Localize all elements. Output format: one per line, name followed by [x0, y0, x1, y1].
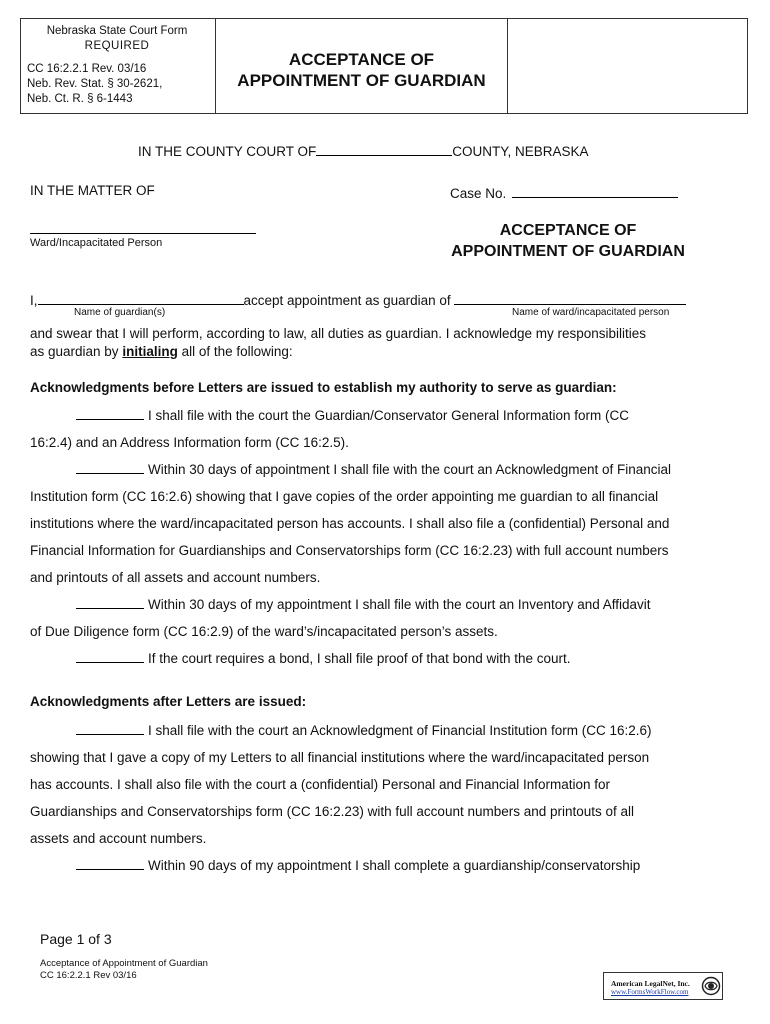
publisher-logo[interactable]	[603, 972, 723, 1000]
logo-company: American LegalNet, Inc.	[611, 979, 690, 988]
header-title-line1: ACCEPTANCE OF	[288, 50, 435, 69]
section1-item2-line5: and printouts of all assets and account numbers.	[30, 570, 321, 585]
item-text: I shall file with the court an Acknowledgment of Financial Institution form (CC 16:2.6)	[148, 723, 652, 738]
swear-line2-post: all of the following:	[181, 344, 293, 359]
item-text: I shall file with the court the Guardian/Conservator General Information form (CC	[148, 408, 629, 423]
section1-item2-line3: institutions where the ward/incapacitated person has accounts. I shall also file a (confidential) Personal and	[30, 516, 670, 531]
county-name-field[interactable]	[316, 141, 452, 156]
section2-item1-line5: assets and account numbers.	[30, 831, 207, 846]
case-number-field[interactable]	[512, 183, 678, 198]
initial-blank[interactable]	[76, 596, 144, 609]
initialing-emphasis: initialing	[122, 344, 178, 359]
form-info	[27, 24, 207, 107]
ward-label: Ward/Incapacitated Person	[30, 237, 163, 249]
court-suffix: COUNTY, NEBRASKA	[452, 144, 589, 159]
initial-blank[interactable]	[76, 407, 144, 420]
page-number: Page 1 of 3	[40, 931, 112, 947]
court-prefix: IN THE COUNTY COURT OF	[138, 144, 317, 159]
ward-name-field-2[interactable]	[454, 290, 686, 305]
initial-blank[interactable]	[76, 722, 144, 735]
globe-icon	[701, 976, 721, 996]
document-title-line2: APPOINTMENT OF GUARDIAN	[451, 243, 685, 260]
matter-label: IN THE MATTER OF	[30, 183, 155, 198]
initial-blank[interactable]	[76, 857, 144, 870]
header-divider	[507, 19, 508, 113]
swear-line1: and swear that I will perform, according to law, all duties as guardian. I acknowledge my responsibilities	[30, 326, 647, 341]
accept-text: accept appointment as guardian of	[243, 293, 451, 308]
initial-blank[interactable]	[76, 461, 144, 474]
footer-form-rev: CC 16:2.2.1 Rev 03/16	[40, 970, 137, 981]
statute-ref: Neb. Rev. Stat. § 30-2621,	[27, 78, 163, 90]
section2-item2-line1	[76, 857, 640, 875]
section2-item1-line3: has accounts. I shall also file with the court a (confidential) Personal and Financial Information for	[30, 777, 611, 792]
ward-name-caption: Name of ward/incapacitated person	[512, 307, 670, 318]
section1-item4-line1	[76, 650, 571, 668]
section1-item1-line2: 16:2.4) and an Address Information form (CC 16:2.5).	[30, 435, 349, 450]
section1-heading: Acknowledgments before Letters are issued to establish my authority to serve as guardian:	[30, 380, 617, 395]
initial-blank[interactable]	[76, 650, 144, 663]
section1-item3-line2: of Due Diligence form (CC 16:2.9) of the ward’s/incapacitated person’s assets.	[30, 624, 498, 639]
form-number: CC 16:2.2.1 Rev. 03/16	[27, 63, 147, 75]
case-number	[450, 183, 678, 202]
court-form-label: Nebraska State Court Form	[46, 25, 188, 37]
section1-item2-line4: Financial Information for Guardianships and Conservatorships form (CC 16:2.23) with full account numbers	[30, 543, 669, 558]
i-label: I,	[30, 293, 38, 308]
case-no-label: Case No.	[450, 186, 507, 201]
item-text: Within 30 days of my appointment I shall file with the court an Inventory and Affidavit	[148, 597, 651, 612]
footer-form-name: Acceptance of Appointment of Guardian	[40, 958, 208, 969]
footer-form-info	[40, 958, 208, 982]
required-label: REQUIRED	[84, 40, 150, 52]
form-header-box	[20, 18, 748, 114]
section2-heading: Acknowledgments after Letters are issued:	[30, 694, 307, 709]
header-title-line2: APPOINTMENT OF GUARDIAN	[237, 71, 486, 90]
document-title-line1: ACCEPTANCE OF	[499, 222, 637, 239]
guardian-name-caption: Name of guardian(s)	[74, 307, 166, 318]
section2-item1-line2: showing that I gave a copy of my Letters to all financial institutions where the ward/incapacitated person	[30, 750, 650, 765]
header-title	[216, 49, 507, 91]
swear-line2	[30, 343, 646, 361]
swear-line2-pre: as guardian by	[30, 344, 119, 359]
section1-item1-line1	[76, 407, 629, 425]
item-text: If the court requires a bond, I shall file proof of that bond with the court.	[148, 651, 571, 666]
swear-text	[30, 325, 646, 361]
section2-item1-line1	[76, 722, 652, 740]
section1-item3-line1	[76, 596, 651, 614]
guardian-name-field[interactable]	[38, 290, 244, 305]
court-line	[138, 141, 589, 160]
rule-ref: Neb. Ct. R. § 6-1443	[27, 93, 133, 105]
document-title	[425, 220, 711, 262]
item-text: Within 90 days of my appointment I shall complete a guardianship/conservatorship	[148, 858, 641, 873]
section1-item2-line2: Institution form (CC 16:2.6) showing that I gave copies of the order appointing me guardian to all financial	[30, 489, 659, 504]
logo-url[interactable]: www.FormsWorkFlow.com	[611, 988, 689, 996]
ward-name-field[interactable]	[30, 233, 256, 234]
section2-item1-line4: Guardianships and Conservatorships form (CC 16:2.23) with full account numbers and printouts of all	[30, 804, 635, 819]
item-text: Within 30 days of appointment I shall file with the court an Acknowledgment of Financial	[148, 462, 672, 477]
section1-item2-line1	[76, 461, 671, 479]
